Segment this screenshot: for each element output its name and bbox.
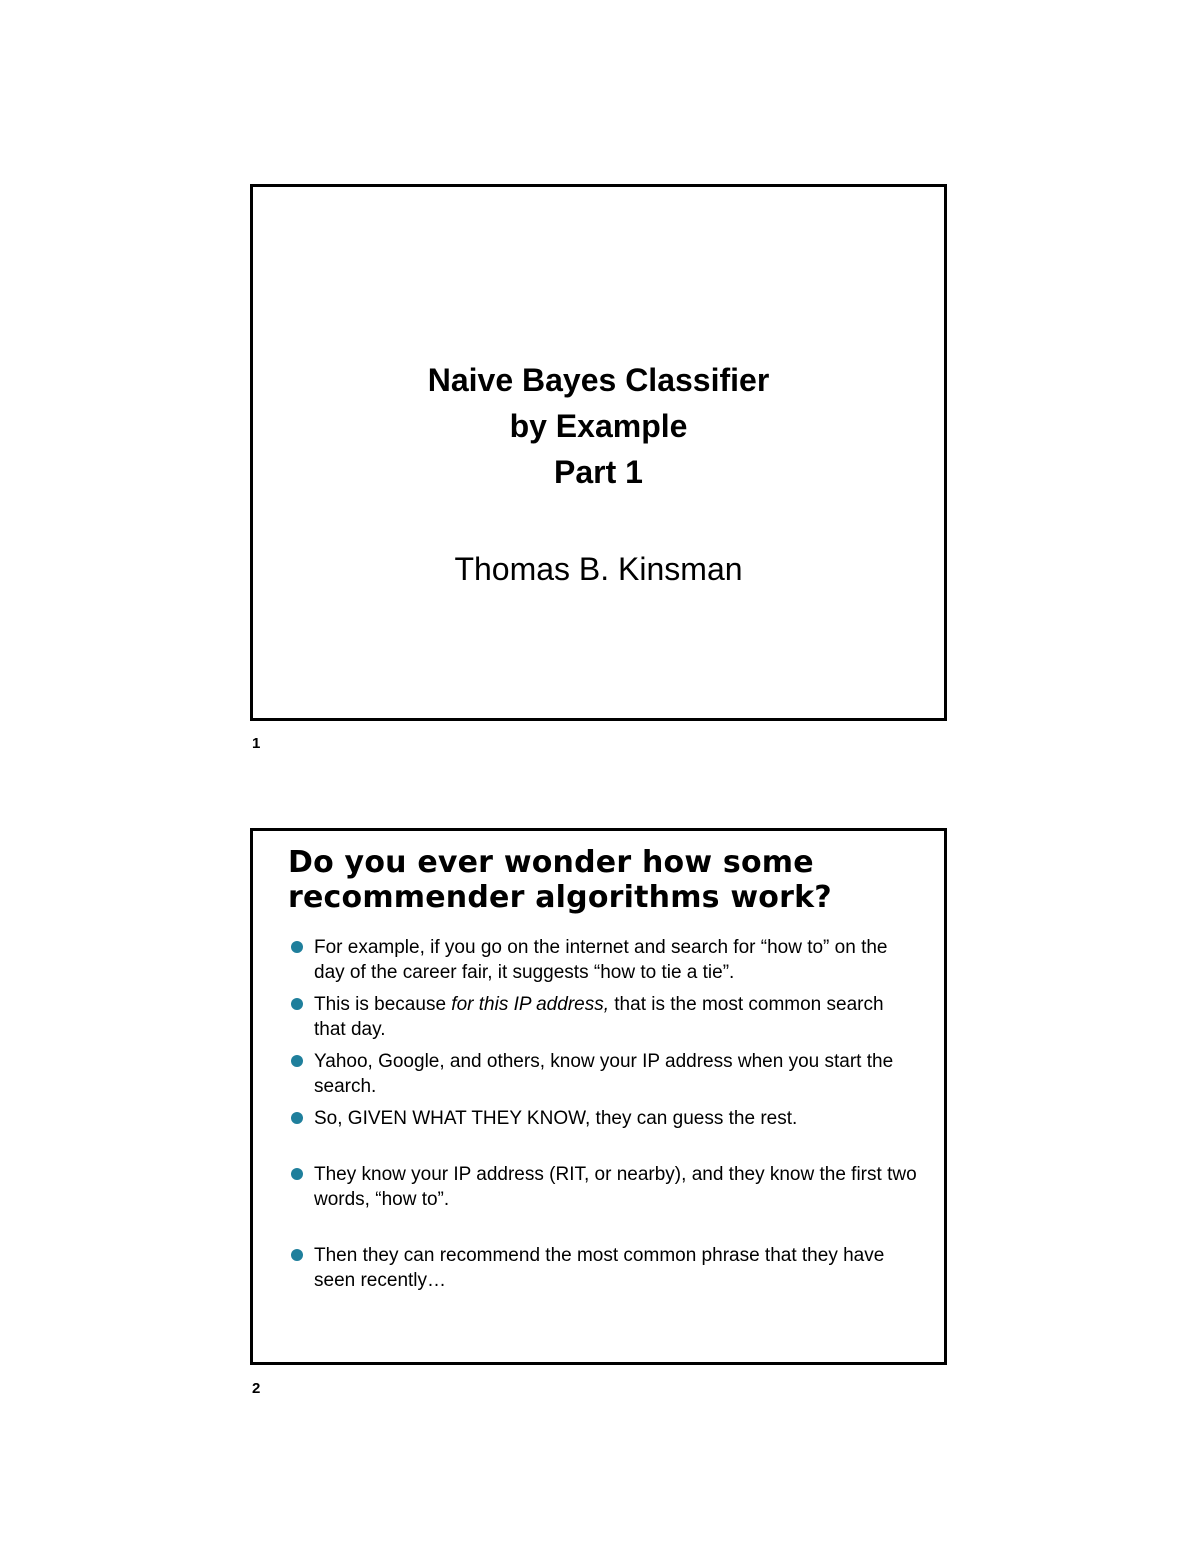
bullet-item <box>288 992 918 1042</box>
bullet-text: For example, if you go on the internet and search for “how to” on the day of the career fair, it suggests “how to tie a tie”. <box>314 937 888 983</box>
slide-number-2: 2 <box>252 1380 261 1397</box>
bullet-text: So, GIVEN WHAT THEY KNOW, they can guess the rest. <box>314 1108 798 1129</box>
bullet-dot-icon <box>291 941 303 953</box>
bullet-text: Then they can recommend the most common phrase that they have seen recently… <box>314 1245 885 1291</box>
bullet-text-italic: for this IP address, <box>451 994 609 1015</box>
bullet-text: They know your IP address (RIT, or nearby), and they know the first two words, “how to”. <box>314 1164 917 1210</box>
bullet-list <box>288 935 918 1293</box>
bullet-dot-icon <box>291 1055 303 1067</box>
title-line-3: Part 1 <box>554 454 643 490</box>
title-line-2: by Example <box>509 408 688 444</box>
bullet-item <box>288 1162 918 1212</box>
bullet-dot-icon <box>291 1112 303 1124</box>
slide-1-title <box>253 357 944 495</box>
bullet-text-after: that is the most common search that day. <box>314 994 884 1040</box>
bullet-text-before: This is because <box>314 994 452 1015</box>
bullet-dot-icon <box>291 1249 303 1261</box>
slide-number-1: 1 <box>252 735 261 752</box>
bullet-dot-icon <box>291 998 303 1010</box>
bullet-item <box>288 1106 918 1131</box>
bullet-item <box>288 1049 918 1099</box>
bullet-item <box>288 935 918 985</box>
slide-1 <box>250 184 947 721</box>
slide-2 <box>250 828 947 1365</box>
bullet-text: Yahoo, Google, and others, know your IP address when you start the search. <box>314 1051 894 1097</box>
title-line-1: Naive Bayes Classifier <box>427 362 770 398</box>
bullet-item <box>288 1243 918 1293</box>
bullet-dot-icon <box>291 1168 303 1180</box>
author-name: Thomas B. Kinsman <box>454 551 743 587</box>
slide-2-heading: Do you ever wonder how some recommender algorithms work? <box>288 845 832 915</box>
